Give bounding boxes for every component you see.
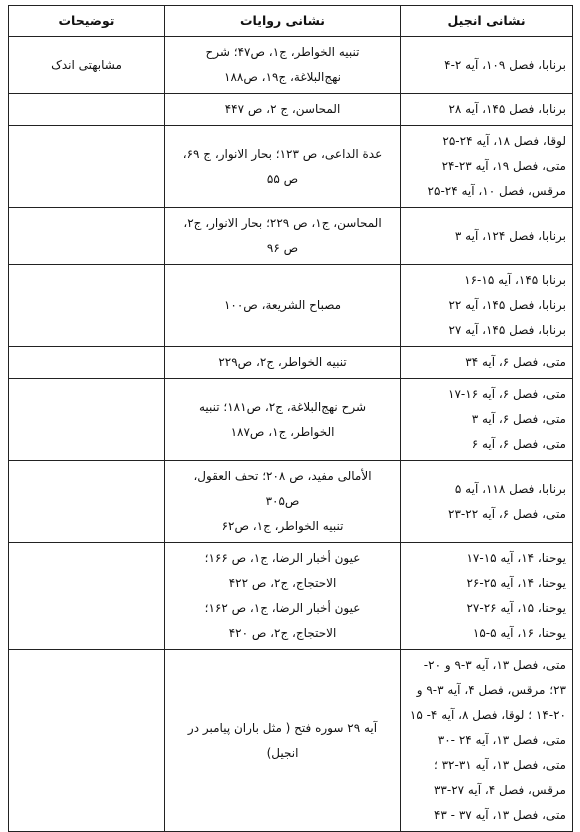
gospel-line: برنابا، فصل ۱۴۵، آیه ۲۸ — [448, 102, 566, 116]
narrations-cell — [165, 37, 401, 94]
gospel-cell — [401, 461, 573, 543]
narrations-cell — [165, 379, 401, 461]
note-cell — [9, 650, 165, 832]
narration-line: ص ۵۵ — [266, 171, 299, 186]
gospel-line: لوقا، فصل ۱۸، آیه ۲۴-۲۵ — [442, 134, 566, 148]
narration-line: انجیل) — [266, 745, 299, 760]
table-row — [9, 265, 573, 347]
gospel-line: برنابا، فصل ۱۰۹، آیه ۲-۴ — [444, 57, 566, 72]
gospel-line: یوحنا، ۱۵، آیه ۲۶-۲۷ — [466, 601, 566, 615]
gospel-line: متی، فصل ۱۳، آیه ۲۴ -۳۰ — [437, 733, 566, 747]
gospel-line: متی، فصل ۱۹، آیه ۲۳-۲۴ — [441, 159, 566, 173]
narration-line: ص ۹۶ — [266, 241, 299, 255]
table-row — [9, 37, 573, 94]
references-table-container — [8, 5, 572, 832]
note-cell — [9, 379, 165, 461]
narration-line: عدة الداعی، ص ۱۲۳؛ بحار الانوار، ج ۶۹، — [182, 146, 383, 161]
table-body — [9, 37, 573, 832]
header-row — [9, 6, 573, 37]
narration-line: عیون أخبار الرضا، ج۱، ص ۱۶۲؛ — [204, 601, 361, 615]
gospel-line: برنابا ۱۴۵، آیه ۱۵-۱۶ — [464, 273, 566, 287]
gospel-line: متی، فصل ۱۳، آیه ۳۱-۳۲ ؛ — [433, 758, 566, 772]
gospel-cell — [401, 650, 573, 832]
gospel-line: متی، فصل ۱۳، آیه ۳۷ - ۴۳ — [433, 808, 566, 822]
gospel-line: مرقس، فصل ۱۰، آیه ۲۴-۲۵ — [427, 184, 566, 198]
table-row — [9, 379, 573, 461]
gospel-cell — [401, 347, 573, 379]
narration-line: الاحتجاج، ج۲، ص ۴۲۲ — [228, 576, 337, 590]
note-cell — [9, 347, 165, 379]
narrations-cell — [165, 650, 401, 832]
narration-line: تنبیه الخواطر، ج۱، ص۴۷؛ شرح — [205, 45, 360, 59]
gospel-cell — [401, 94, 573, 126]
table-row — [9, 347, 573, 379]
narration-line: آیه ۲۹ سوره فتح ( مثل باران پیامبر در — [187, 720, 378, 735]
narrations-cell — [165, 461, 401, 543]
note-cell — [9, 265, 165, 347]
narration-line: نهج‌البلاغة، ج۱۹، ص۱۸۸ — [224, 70, 341, 84]
gospel-line: برنابا، فصل ۱۴۵، آیه ۲۷ — [448, 323, 566, 337]
header-notes: توضیحات — [9, 6, 165, 37]
narrations-cell — [165, 208, 401, 265]
gospel-line: یوحنا، ۱۴، آیه ۱۵-۱۷ — [466, 551, 566, 565]
narration-line: المحاسن، ج۱، ص ۲۲۹؛ بحار الانوار، ج۲، — [183, 216, 382, 230]
gospel-line: ۲۳؛ مرقس، فصل ۴، آیه ۳-۹ و — [416, 683, 566, 697]
gospel-cell — [401, 126, 573, 208]
narration-line: مصباح الشریعة، ص۱۰۰ — [223, 298, 342, 312]
gospel-cell — [401, 37, 573, 94]
table-row — [9, 94, 573, 126]
narration-line: الاحتجاج، ج۲، ص ۴۲۰ — [228, 626, 337, 640]
table-row — [9, 461, 573, 543]
narrations-cell — [165, 265, 401, 347]
narration-line: الخواطر، ج۱، ص۱۸۷ — [230, 424, 335, 439]
gospel-cell — [401, 208, 573, 265]
narration-line: الأمالی مفید، ص ۲۰۸؛ تحف العقول، — [193, 469, 372, 483]
references-table — [8, 5, 573, 832]
note-cell — [9, 126, 165, 208]
gospel-line: متی، فصل ۱۳، آیه ۳-۹ و ۲۰- — [423, 658, 566, 672]
gospel-line: یوحنا، ۱۴، آیه ۲۵-۲۶ — [466, 576, 566, 590]
table-row — [9, 650, 573, 832]
header-narrations: نشانی روایات — [165, 6, 401, 37]
narration-line: المحاسن، ج ۲، ص ۴۴۷ — [224, 102, 341, 116]
note-cell — [9, 37, 165, 94]
gospel-cell — [401, 543, 573, 650]
narration-line: تنبیه الخواطر، ج۲، ص۲۲۹ — [218, 355, 347, 369]
narrations-cell — [165, 543, 401, 650]
gospel-line: برنابا، فصل ۱۱۸، آیه ۵ — [454, 481, 566, 496]
table-row — [9, 543, 573, 650]
gospel-line: برنابا، فصل ۱۲۴، آیه ۳ — [454, 228, 566, 243]
note-cell — [9, 543, 165, 650]
gospel-line: متی، فصل ۶، آیه ۳۴ — [465, 355, 566, 369]
gospel-line: برنابا، فصل ۱۴۵، آیه ۲۲ — [448, 298, 566, 312]
gospel-line: یوحنا، ۱۶، آیه ۵-۱۵ — [472, 626, 566, 640]
gospel-line: متی، فصل ۶، آیه ۱۶-۱۷ — [448, 387, 566, 401]
gospel-cell — [401, 265, 573, 347]
note-cell — [9, 461, 165, 543]
gospel-line: متی، فصل ۶، آیه ۶ — [471, 437, 566, 451]
narrations-cell — [165, 347, 401, 379]
narration-line: تنبیه الخواطر، ج۱، ص۶۲ — [221, 519, 344, 533]
narration-line: عیون أخبار الرضا، ج۱، ص ۱۶۶؛ — [204, 551, 361, 565]
gospel-line: متی، فصل ۶، آیه ۳ — [471, 412, 566, 426]
gospel-line: ۱۴-۲۰ ؛ لوقا، فصل ۸، آیه ۴- ۱۵ — [409, 708, 566, 722]
note-cell — [9, 208, 165, 265]
header-gospel: نشانی انجیل — [401, 6, 573, 37]
gospel-cell — [401, 379, 573, 461]
narrations-cell — [165, 94, 401, 126]
note-cell — [9, 94, 165, 126]
gospel-line: مرقس، فصل ۴، آیه ۲۷-۳۳ — [433, 783, 566, 797]
note-text: مشابهتی اندک — [51, 57, 122, 72]
table-row — [9, 208, 573, 265]
narration-line: شرح نهج‌البلاغة، ج۲، ص۱۸۱؛ تنبیه — [198, 399, 367, 414]
table-row — [9, 126, 573, 208]
narration-line: ص۳۰۵ — [265, 494, 300, 508]
gospel-line: متی، فصل ۶، آیه ۲۲-۲۳ — [448, 506, 566, 521]
narrations-cell — [165, 126, 401, 208]
